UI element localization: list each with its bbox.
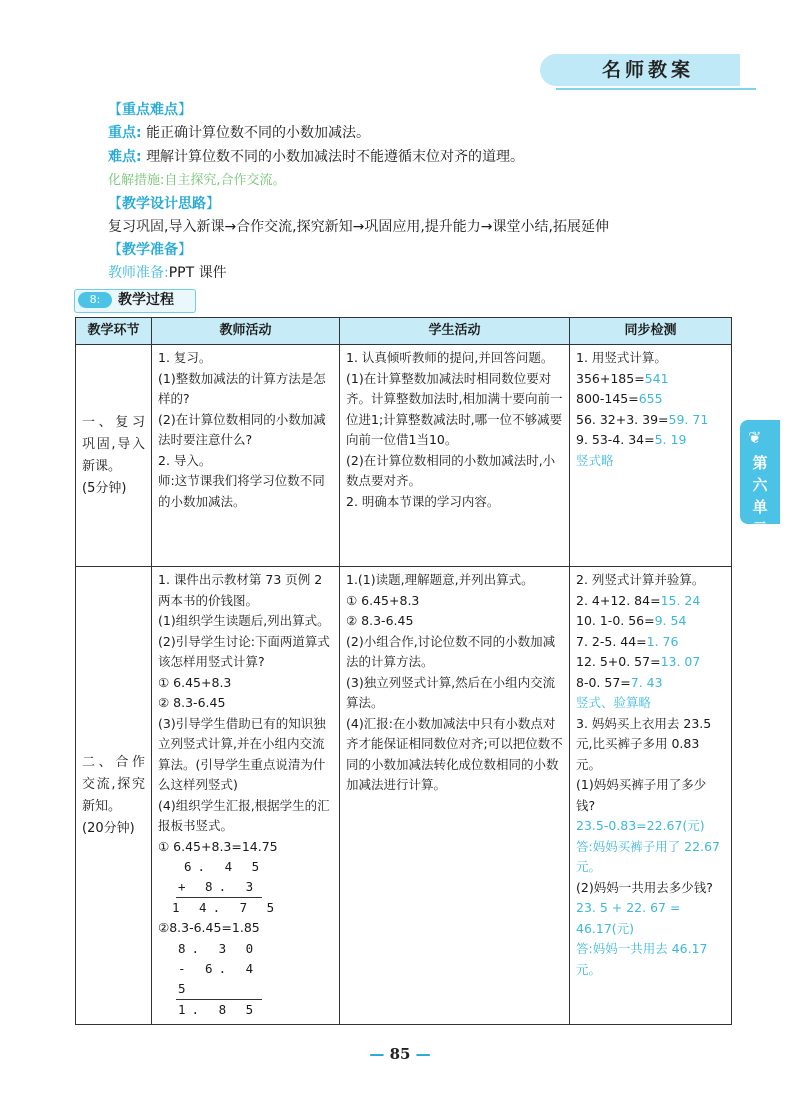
exercise-line: 8-0. 57=7. 43 (576, 674, 663, 690)
vertical-subtraction: 8. 3 0 - 6. 4 5 1. 8 5 (158, 939, 333, 1020)
text-line: 3. 妈妈买上衣用去 23.5 元,比买裤子多用 0.83 元。 (576, 715, 712, 772)
equation: ① 6.45+8.3=14.75 (158, 838, 278, 854)
exercise-line: 800-145=655 (576, 391, 663, 406)
text-line: 1. 课件出示教材第 73 页例 2 两本书的价钱图。 (158, 572, 323, 608)
text-line: (4)组织学生汇报,根据学生的汇报板书竖式。 (158, 797, 330, 833)
text-line: ① 6.45+8.3 (158, 674, 232, 690)
process-title: 教学过程 (118, 292, 174, 308)
exercise-line: 56. 32+3. 39=59. 71 (576, 411, 709, 427)
header-title: 名师教案 (601, 59, 694, 81)
stage-time: (5分钟) (82, 480, 127, 496)
check-cell (570, 567, 732, 1025)
answer-note: 竖式略 (576, 452, 614, 468)
text-line: ② 8.3-6.45 (346, 613, 414, 628)
difficulty-line: 难点: 理解计算位数不同的小数加减法时不能遵循末位对齐的道理。 (108, 149, 525, 165)
text-line: (4)汇报:在小数加减法中只有小数点对齐才能保证相同数位对齐;可以把位数不同的小数加减法转化成位数相同的小数加减法进行计算。 (346, 715, 563, 792)
text-line: (3)独立列竖式计算,然后在小组内交流算法。 (346, 674, 556, 710)
text-line: ② 8.3-6.45 (158, 695, 226, 710)
footer-dash-right: — (415, 1045, 431, 1063)
table-header-student: 学生活动 (340, 318, 570, 345)
teacher-activity-cell (152, 567, 340, 1025)
table-header-check: 同步检测 (570, 318, 732, 345)
exercise-line: 2. 4+12. 84=15. 24 (576, 592, 701, 608)
answer-line: 答:妈妈买裤子用了 22.67 元。 (576, 838, 720, 874)
student-activity-cell (340, 567, 570, 1025)
text-line: (2)妈妈一共用去多少钱? (576, 879, 713, 895)
text-line: (1)整数加减法的计算方法是怎样的? (158, 370, 326, 406)
design-heading: 【教学设计思路】 (108, 196, 220, 212)
key-points-heading: 【重点难点】 (108, 102, 192, 118)
exercise-line: 356+185=541 (576, 370, 669, 386)
lesson-table (75, 317, 732, 1025)
stage-label: 二、合作交流,探究新知。 (82, 754, 145, 814)
text-line: (2)在计算位数相同的小数加减法时,小数点要对齐。 (346, 452, 556, 488)
table-row (76, 345, 732, 567)
student-activity-cell (340, 345, 570, 567)
unit-side-label: 第六单元 (752, 454, 768, 538)
answer-line: 答:妈妈一共用去 46.17元。 (576, 941, 708, 977)
page-footer (350, 1045, 450, 1063)
exercise-line: 10. 1-0. 56=9. 54 (576, 613, 687, 628)
answer-line: 23. 5 + 22. 67 = 46.17(元) (576, 900, 681, 936)
text-line: (1)组织学生读题后,列出算式。 (158, 613, 330, 628)
stage-label: 一、复习巩固,导入新课。 (82, 414, 145, 474)
page-number: 85 (389, 1045, 411, 1063)
answer-line: 23.5-0.83=22.67(元) (576, 818, 705, 833)
text-line: ① 6.45+8.3 (346, 592, 420, 608)
teacher-activity-cell (152, 345, 340, 567)
text-line: 1. 认真倾听教师的提问,并回答问题。 (346, 350, 554, 365)
exercise-line: 7. 2-5. 44=1. 76 (576, 633, 679, 649)
text-line: 1. 复习。 (158, 350, 212, 365)
text-line: 师:这节课我们将学习位数不同的小数加减法。 (158, 473, 325, 509)
table-header-stage: 教学环节 (76, 318, 152, 345)
text-line: (3)引导学生借助已有的知识独立列竖式计算,并在小组内交流算法。(引导学生重点说清为什么这样列竖式) (158, 715, 326, 792)
footer-dash-left: — (369, 1045, 385, 1063)
exercise-line: 9. 53-4. 34=5. 19 (576, 432, 687, 447)
prep-heading: 【教学准备】 (108, 242, 192, 258)
answer-note: 竖式、验算略 (576, 695, 652, 710)
text-line: 2. 导入。 (158, 452, 212, 468)
resolve-note: 化解措施:自主探究,合作交流。 (108, 173, 286, 188)
text-line: (1)在计算整数加减法时相同数位要对齐。计算整数加法时,相加满十要向前一位进1;计算整数减法时,哪一位不够减要向前一位借1当10。 (346, 370, 563, 447)
text-line: 2. 明确本节课的学习内容。 (346, 493, 500, 509)
stage-time: (20分钟) (82, 820, 135, 836)
bird-icon: ❦ (748, 428, 762, 447)
text-line: 2. 列竖式计算并验算。 (576, 572, 705, 587)
stage-cell (76, 345, 152, 567)
focus-line: 重点: 能正确计算位数不同的小数加减法。 (108, 125, 371, 141)
equation: ②8.3-6.45=1.85 (158, 920, 260, 935)
header-rule (556, 88, 756, 90)
table-header-row (76, 318, 732, 345)
text-line: (2)引导学生讨论:下面两道算式该怎样用竖式计算? (158, 633, 330, 669)
text-line: (1)妈妈买裤子用了多少钱? (576, 777, 707, 813)
exercise-line: 12. 5+0. 57=13. 07 (576, 654, 701, 669)
text-line: 1.(1)读题,理解题意,并列出算式。 (346, 572, 534, 587)
process-icon: 8: (78, 292, 112, 308)
check-cell (570, 345, 732, 567)
table-header-teacher: 教师活动 (152, 318, 340, 345)
vertical-addition: 6. 4 5 + 8. 3 1 4. 7 5 (172, 859, 281, 915)
design-text: 复习巩固,导入新课→合作交流,探究新知→巩固应用,提升能力→课堂小结,拓展延伸 (108, 219, 609, 235)
stage-cell (76, 567, 152, 1025)
prep-text: 教师准备:PPT 课件 (108, 265, 227, 281)
text-line: 1. 用竖式计算。 (576, 350, 667, 365)
text-line: (2)在计算位数相同的小数加减法时要注意什么? (158, 411, 326, 447)
text-line: (2)小组合作,讨论位数不同的小数加减法的计算方法。 (346, 633, 556, 669)
table-row (76, 567, 732, 1025)
